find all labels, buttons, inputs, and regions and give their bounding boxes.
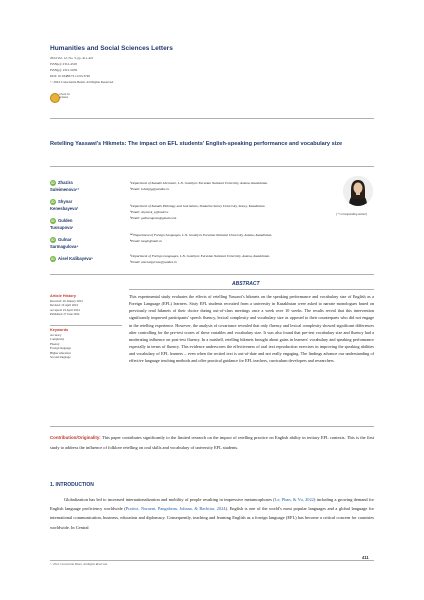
author-2 bbox=[50, 199, 120, 212]
author-2-email[interactable]: ²Email: shynar.k_s@mail.ru bbox=[130, 210, 169, 214]
affiliation-4-text: ⁵Department of Foreign Languages, L.N. Gumilyov Eurasian National University, Astana, Kazakhstan. bbox=[130, 254, 271, 258]
affiliation-3-text: ³⁴⁵Department of Foreign Languages, L.N. Gumilyov Eurasian National University, Astana, Kazakhstan. bbox=[130, 233, 273, 237]
affiliation-4 bbox=[130, 253, 335, 265]
title-divider bbox=[50, 166, 374, 167]
keyword-item: Complexity bbox=[50, 337, 65, 342]
revised-date: Revised: 10 April 2024 bbox=[50, 303, 78, 308]
footer-divider bbox=[50, 560, 374, 561]
author-5 bbox=[50, 256, 120, 263]
photo-caption: (⁺ Corresponding author) bbox=[336, 212, 368, 216]
check-updates-label: Check for updates bbox=[59, 93, 71, 99]
orcid-icon[interactable]: iD bbox=[51, 181, 55, 185]
author-portrait-icon bbox=[343, 176, 373, 206]
author-3-name-line-1: Gulden bbox=[58, 218, 73, 224]
article-history-heading: Article History bbox=[50, 294, 76, 298]
orcid-icon[interactable]: iD bbox=[51, 219, 55, 223]
orcid-icon[interactable]: iD bbox=[51, 200, 55, 204]
intro-text: Globalization has led to increased internationalization and mobility of people resulting in impressive metamorphoses ( bbox=[64, 497, 275, 502]
journal-title: Humanities and Social Sciences Letters bbox=[50, 45, 173, 52]
paper-title: Retelling Yassawi's Hikmets: The impact on EFL students' English-speaking performance and vocabulary size bbox=[50, 141, 343, 147]
author-3-email[interactable]: ³Email: gultussupova@gmail.com bbox=[130, 216, 177, 220]
keyword-item: Foreign language bbox=[50, 346, 71, 351]
author-4 bbox=[50, 237, 120, 250]
keywords-heading: Keywords bbox=[50, 328, 69, 332]
header-divider bbox=[50, 118, 374, 119]
author-2-name-line-1: Shynar bbox=[58, 199, 73, 205]
introduction-heading: 1. INTRODUCTION bbox=[50, 482, 94, 488]
intro-text: ). English is one of the world's most popular languages and a global language for international communication, business, education and diplomacy. Consequently, teaching and learning English as a foreign language (EFL) has become a critical concern for countries worldwide. In Central bbox=[50, 506, 374, 530]
affiliation-2-text: ²Department of Kazakh Philology and Journalism, Shakarim Semey University, Semey, Kazakhstan. bbox=[130, 204, 266, 208]
orcid-icon[interactable]: iD bbox=[51, 257, 55, 261]
orcid-icon[interactable]: iD bbox=[51, 238, 55, 242]
page-number: 411 bbox=[362, 555, 369, 560]
side-divider bbox=[50, 325, 122, 326]
author-3 bbox=[50, 218, 120, 231]
author-4-name-line-2: Sarmagulova⁴ bbox=[50, 243, 79, 249]
citation-link[interactable]: Pratiwi, Nuraeni, Pangabean, Juhana, & Bachtiar, 2024 bbox=[125, 506, 226, 512]
abstract-heading: ABSTRACT bbox=[232, 281, 260, 287]
author-4-name-line-1: Gulnar bbox=[58, 237, 72, 243]
contribution-text: This paper contributes significantly to the limited research on the impact of retelling practice on English ability in tertiary EFL contexts. This is the first study to address the influence of folklore retelling on oral skills and vocabulary of university EFL students. bbox=[50, 435, 374, 450]
author-1-name-line-2: Suleimenova¹⁺ bbox=[50, 186, 80, 192]
keyword-item: Second language bbox=[50, 355, 71, 360]
keywords bbox=[50, 328, 122, 359]
affiliation-1-text: ¹Department of Kazakh Literature, L.N. Gumilyov Eurasian National University, Astana, Kazakhstan. bbox=[130, 181, 268, 185]
introduction-paragraph bbox=[50, 495, 374, 532]
journal-meta-copyright: © 2024 Conscientia Beam. All Rights Reserved. bbox=[50, 80, 114, 84]
author-1 bbox=[50, 180, 120, 193]
author-3-name-line-2: Tussupova³ bbox=[50, 224, 74, 230]
affiliation-1 bbox=[130, 180, 335, 192]
received-date: Received: 26 January 2024 bbox=[50, 299, 83, 303]
journal-meta-issn-p: ISSN(p): 2312-5659 bbox=[50, 68, 78, 72]
check-for-updates-badge[interactable] bbox=[50, 93, 72, 102]
abstract-text: This experimental study evaluates the effects of retelling Yassawi's hikmets on the speaking performance and vocabulary size of English as a Foreign Language (EFL) learners. Sixty EFL students recruited from a university in Kazakhstan were asked to narrate monologues based on previously read hikmets of their choice during out-of-class meetings once a week over 10 weeks. The results reveal that this intervention significantly improved participants' speech fluency, lexical complexity and vocabulary size as opposed to their counterparts who did not engage in the retelling experience. However, the analysis of covariance revealed that only fluency and lexical complexity showed significant differences after controlling for the pre-test scores of these variables and vocabulary size. It was also found that pre-test vocabulary size and fluency had a moderating influence on post-test fluency. In a nutshell, retelling hikmets brought about gains in learners' vocabulary and speaking performance especially in terms of fluency. This evidence underscores the effectiveness of oral text reproduction exercises in improving the speaking abilities and vocabulary of EFL learners – even when the recited text is out-of-date and not really engaging. The findings advance our understanding of effective language teaching methods and offer practical guidance for EFL teachers, curriculum developers and researchers. bbox=[129, 294, 374, 364]
author-5-email[interactable]: ⁵Email: aisel.alpyrnas@yandex.ru bbox=[130, 260, 177, 264]
journal-meta-issn-e: ISSN(e): 2312-4318 bbox=[50, 62, 77, 66]
journal-meta-doi[interactable]: DOI: 10.18488/73.v12i3.3746 bbox=[50, 74, 90, 78]
article-history bbox=[50, 294, 122, 317]
citation-link[interactable]: Le, Phan, & Vu, 2022 bbox=[274, 497, 314, 502]
accepted-date: Accepted: 23 April 2024 bbox=[50, 307, 80, 312]
abstract-bottom-divider bbox=[50, 426, 374, 427]
keyword-item: Higher education bbox=[50, 350, 71, 355]
contribution-label: Contribution/Originality: bbox=[50, 435, 101, 440]
keyword-item: Accuracy bbox=[50, 333, 62, 337]
published-date: Published: 27 June 2024 bbox=[50, 312, 80, 317]
author-4-email[interactable]: ⁴Email: kesgh@mail.ru bbox=[130, 239, 162, 243]
keyword-item: Fluency bbox=[50, 341, 60, 346]
abstract-divider bbox=[129, 289, 374, 290]
affiliation-3 bbox=[130, 232, 335, 244]
author-1-name-line-1: Zhazira bbox=[58, 180, 73, 186]
intro-text: ) including a growing demand for English language proficiency worldwide ( bbox=[50, 497, 374, 512]
author-5-name: Aisel Kalibayeva⁵ bbox=[58, 256, 94, 262]
affiliation-2 bbox=[130, 203, 335, 221]
journal-meta-volume: 2024 Vol. 12, No. 3, pp. 411-421 bbox=[50, 56, 94, 60]
authors-divider bbox=[50, 274, 374, 275]
corresponding-author-photo bbox=[343, 176, 373, 206]
author-1-email[interactable]: ¹Email: k.babyjg@yandex.ru bbox=[130, 187, 170, 191]
author-2-name-line-2: Kenesbayeva² bbox=[50, 205, 79, 211]
contribution-paragraph bbox=[50, 433, 374, 452]
footer-copyright: © 2024 Conscientia Beam. All Rights Reserved. bbox=[50, 562, 108, 566]
